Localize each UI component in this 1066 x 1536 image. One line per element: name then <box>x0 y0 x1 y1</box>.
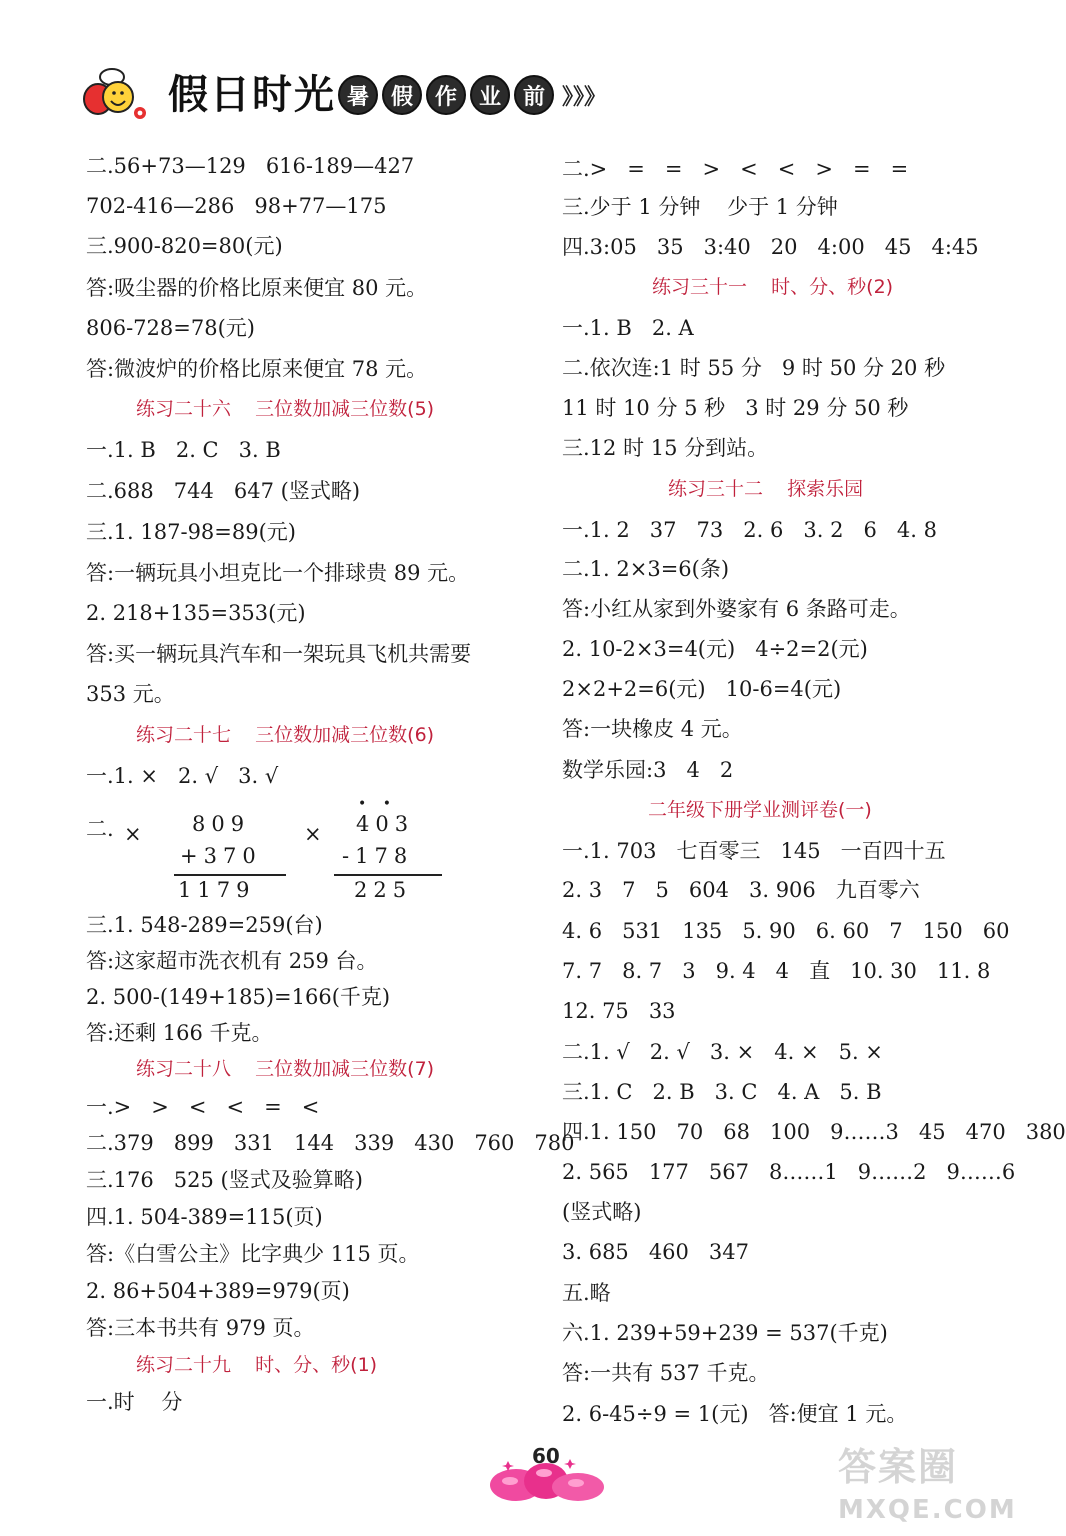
answer-line: 2×2+2=6(元) 10-6=4(元) <box>562 677 842 701</box>
answer-line: 二.1. √ 2. √ 3. × 4. × 5. × <box>562 1040 883 1064</box>
vsum-row: 1179 <box>178 878 256 902</box>
answer-line: 五.略 <box>562 1281 611 1305</box>
section-heading-31: 练习三十一 时、分、秒(2) <box>652 276 894 298</box>
answer-line: 2. 3 7 5 604 3. 906 九百零六 <box>562 878 920 902</box>
answer-line: 2. 10-2×3=4(元) 4÷2=2(元) <box>562 637 868 661</box>
answer-line: 一.1. B 2. A <box>562 316 694 340</box>
vertical-subtraction <box>304 796 454 908</box>
answer-line: 702-416—286 98+77—175 <box>86 194 387 218</box>
answer-line: 答:这家超市洗衣机有 259 台。 <box>86 949 378 973</box>
answer-line: 3. 685 460 347 <box>562 1240 750 1264</box>
answer-line: 二.688 744 647 (竖式略) <box>86 479 361 503</box>
answer-line: 答:《白雪公主》比字典少 115 页。 <box>86 1242 420 1266</box>
answer-line: 2. 565 177 567 8……1 9……2 9……6 <box>562 1160 1016 1184</box>
vsum-row: -178 <box>342 844 414 868</box>
answer-line: 答:还剩 166 千克。 <box>86 1021 273 1045</box>
answer-line: 二.1. 2×3=6(条) <box>562 557 730 581</box>
vsum-row: 809 <box>192 812 251 836</box>
answer-line: 2. 218+135=353(元) <box>86 601 306 625</box>
book-subtitle-badges <box>338 75 606 115</box>
badge-char: 暑 <box>338 75 378 115</box>
answer-line: 答:微波炉的价格比原来便宜 78 元。 <box>86 357 428 381</box>
answer-line: 806-728=78(元) <box>86 316 255 340</box>
page-number: 60 <box>532 1444 560 1468</box>
vsum-rule <box>334 874 442 876</box>
vsum-row: 225 <box>354 878 413 902</box>
answer-line: 12. 75 33 <box>562 999 676 1023</box>
book-header <box>80 55 607 135</box>
bee-mascot-icon <box>80 63 150 123</box>
arrows-icon: 》》》 <box>562 84 607 110</box>
vertical-addition <box>124 812 274 908</box>
section-heading-27: 练习二十七 三位数加减三位数(6) <box>136 724 435 746</box>
answer-line: 二.56+73—129 616-189—427 <box>86 154 415 178</box>
section-heading-32: 练习三十二 探索乐园 <box>668 478 864 500</box>
answer-line: 四.3:05 35 3:40 20 4:00 45 4:45 <box>562 235 979 259</box>
answer-line: 四.1. 504-389=115(页) <box>86 1205 323 1229</box>
answer-line: 答:吸尘器的价格比原来便宜 80 元。 <box>86 276 428 300</box>
section-heading-29: 练习二十九 时、分、秒(1) <box>136 1354 378 1376</box>
answer-line: 353 元。 <box>86 682 175 706</box>
answer-line: 答:一共有 537 千克。 <box>562 1361 770 1385</box>
vsum-rule <box>174 874 286 876</box>
answer-line: 7. 7 8. 7 3 9. 4 4 直 10. 30 11. 8 <box>562 959 991 983</box>
book-title: 假日时光 <box>168 72 336 118</box>
answer-line: 二.379 899 331 144 339 430 760 780 <box>86 1131 575 1155</box>
badge-char: 作 <box>426 75 466 115</box>
answer-line: 三.176 525 (竖式及验算略) <box>86 1168 363 1192</box>
answer-line: 答:一辆玩具小坦克比一个排球贵 89 元。 <box>86 561 470 585</box>
answer-line: 二.> = = > < < > = = <box>562 157 909 181</box>
borrow-dots: • • <box>358 796 397 812</box>
answer-line: 答:买一辆玩具汽车和一架玩具飞机共需要 <box>86 642 472 666</box>
section-heading-28: 练习二十八 三位数加减三位数(7) <box>136 1058 435 1080</box>
answer-line: 一.1. 703 七百零三 145 一百四十五 <box>562 839 946 863</box>
answer-line: 11 时 10 分 5 秒 3 时 29 分 50 秒 <box>562 396 909 420</box>
watermark-logo <box>838 1436 1017 1532</box>
answer-line: 2. 500-(149+185)=166(千克) <box>86 985 391 1009</box>
error-mark: × <box>124 822 142 846</box>
answer-line: 答:小红从家到外婆家有 6 条路可走。 <box>562 597 911 621</box>
watermark-url: MXQE.COM <box>838 1495 1017 1525</box>
section-heading-26: 练习二十六 三位数加减三位数(5) <box>136 398 435 420</box>
answer-line: 答:一块橡皮 4 元。 <box>562 717 743 741</box>
answer-line: 一.1. × 2. √ 3. √ <box>86 764 279 788</box>
watermark-text: 答案圈 <box>838 1445 959 1489</box>
answer-line: 三.1. C 2. B 3. C 4. A 5. B <box>562 1080 882 1104</box>
answer-line: 一.1. 2 37 73 2. 6 3. 2 6 4. 8 <box>562 518 937 542</box>
answer-line: 三.1. 187-98=89(元) <box>86 520 296 544</box>
answer-line: 二.依次连:1 时 55 分 9 时 50 分 20 秒 <box>562 356 946 380</box>
answer-line: 一.时 分 <box>86 1390 183 1414</box>
badge-char: 假 <box>382 75 422 115</box>
answer-line: 2. 6-45÷9 = 1(元) 答:便宜 1 元。 <box>562 1402 908 1426</box>
error-mark: × <box>304 822 322 846</box>
answer-line: (竖式略) <box>562 1200 642 1224</box>
badge-char: 前 <box>514 75 554 115</box>
answer-line: 三.900-820=80(元) <box>86 234 283 258</box>
answer-line: 一.> > < < = < <box>86 1095 320 1119</box>
vsum-row: +370 <box>180 844 262 868</box>
answer-line: 三.少于 1 分钟 少于 1 分钟 <box>562 195 838 219</box>
answer-line: 三.1. 548-289=259(台) <box>86 913 323 937</box>
vsum-row: 403 <box>356 812 415 836</box>
answer-line: 4. 6 531 135 5. 90 6. 60 7 150 60 <box>562 919 1010 943</box>
answer-line: 四.1. 150 70 68 100 9……3 45 470 380 <box>562 1120 1066 1144</box>
answer-line: 答:三本书共有 979 页。 <box>86 1316 315 1340</box>
answer-line: 一.1. B 2. C 3. B <box>86 438 281 462</box>
answer-line: 2. 86+504+389=979(页) <box>86 1279 350 1303</box>
section-heading-test: 二年级下册学业测评卷(一) <box>648 799 872 821</box>
answer-line: 三.12 时 15 分到站。 <box>562 436 769 460</box>
answer-line: 数学乐园:3 4 2 <box>562 758 734 782</box>
answer-line-prefix: 二. <box>86 817 114 841</box>
answer-line: 六.1. 239+59+239 = 537(千克) <box>562 1321 888 1345</box>
badge-char: 业 <box>470 75 510 115</box>
